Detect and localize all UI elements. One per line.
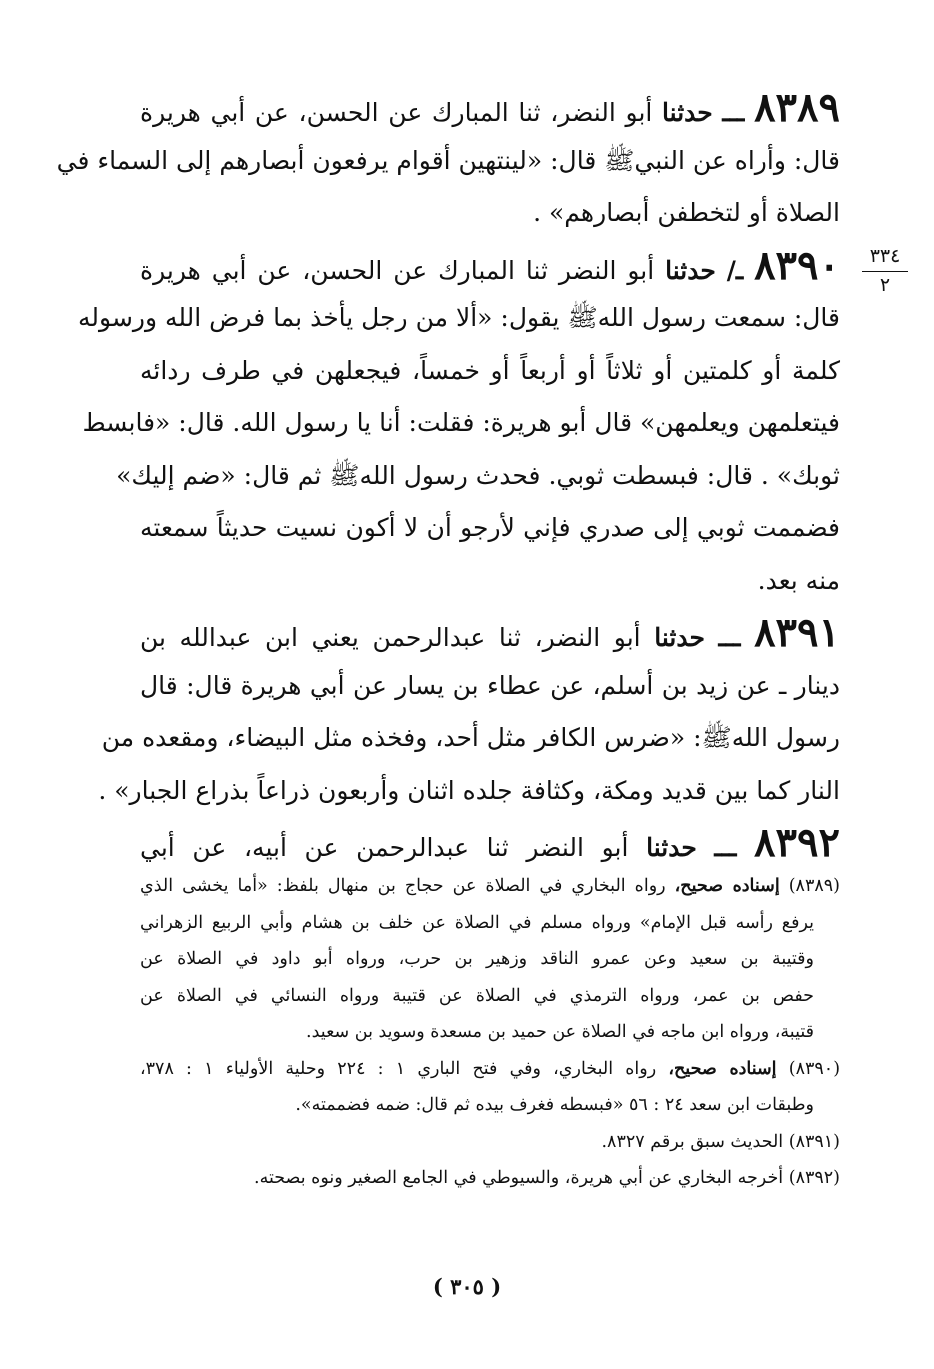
hadith-number: ٨٣٩٢: [754, 819, 840, 866]
hadith-8390-line-2: قال: سمعت رسول اللهﷺ يقول: «ألا من رجل يأخذ بما فرض الله ورسوله: [78, 303, 840, 332]
footnote-8389-line-4: حفص بن عمر، ورواه الترمذي في الصلاة عن قتيبة ورواه النسائي في الصلاة عن: [140, 985, 814, 1006]
footnote-8389-line-3: وقتيبة بن سعيد وعن عمرو الناقد وزهير بن حرب، ورواه أبو داود في الصلاة عن: [140, 949, 814, 969]
hadith-number: ٨٣٩٠: [754, 241, 840, 289]
hadith-8389-line-1: ٨٣٨٩ ـــ حدثنا أبو النضر، ثنا المبارك عن الحسن، عن أبي هريرة: [140, 84, 840, 131]
hadith-8390-line-3: كلمة أو كلمتين أو ثلاثاً أو أربعاً أو خمساً، فيجعلهن في طرف ردائه: [140, 355, 840, 385]
hadith-8392-line-1: ٨٣٩٢ ـــ حدثنا أبو النضر ثنا عبدالرحمن عن أبيه، عن أبي: [140, 819, 840, 866]
footnote-8392: (٨٣٩٢) أخرجه البخاري عن أبي هريرة، والسيوطي في الجامع الصغير ونوه بصحته.: [254, 1168, 840, 1188]
hadith-8389-line-3: الصلاة أو لتخطفن أبصارهم» .: [533, 198, 840, 227]
margin-volume-note: [862, 243, 908, 298]
footnote-8391: (٨٣٩١) الحديث سبق برقم ٨٣٢٧.: [601, 1131, 840, 1152]
footnote-8389-line-2: يرفع رأسه قبل الإمام» ورواه مسلم في الصلاة عن خلف بن هشام وأبي الربيع الزهراني: [140, 912, 814, 933]
hadith-number: ٨٣٩١: [754, 609, 840, 656]
margin-note-bottom: ٢: [879, 274, 891, 296]
hadith-8391-line-1: ٨٣٩١ ـــ حدثنا أبو النضر، ثنا عبدالرحمن يعني ابن عبدالله بن: [140, 609, 840, 656]
margin-note-top: ٣٣٤: [862, 243, 908, 272]
page-number: ( ٣٠٥ ): [432, 1274, 502, 1299]
footnote-8390-line-1: (٨٣٩٠) إسناده صحيح، رواه البخاري، وفي فتح الباري ١ : ٢٢٤ وحلية الأولياء ١ : ٣٧٨،: [140, 1058, 841, 1079]
hadith-8391-line-2: دينار ـ عن زيد بن أسلم، عن عطاء بن يسار عن أبي هريرة قال: قال: [140, 670, 840, 700]
hadith-number: ٨٣٨٩: [754, 84, 840, 131]
footnote-8389-line-5: قتيبة، ورواه ابن ماجه في الصلاة عن حميد بن مسعدة وسويد بن سعيد.: [306, 1022, 814, 1042]
hadith-8391-line-4: النار كما بين قديد ومكة، وكثافة جلده اثنان وأربعون ذراعاً بذراع الجبار» .: [98, 775, 840, 805]
hadith-8391-line-3: رسول اللهﷺ: «ضرس الكافر مثل أحد، وفخذه مثل البيضاء، ومقعده من: [101, 723, 840, 752]
footnote-8389-line-1: (٨٣٨٩) إسناده صحيح، رواه البخاري في الصلاة عن حجاج بن منهال بلفظ: «أما يخشى الذي: [140, 876, 840, 896]
hadith-8390-line-6: فضممت ثوبي إلى صدري فإني لأرجو أن لا أكون نسيت حديثاً سمعته: [140, 513, 840, 542]
hadith-8390-line-1: ٨٣٩٠ ـ/ حدثنا أبو النضر ثنا المبارك عن الحسن، عن أبي هريرة: [140, 241, 840, 289]
main-text: [56, 82, 840, 870]
footnotes: [140, 868, 840, 1197]
footnote-8390-line-2: وطبقات ابن سعد ٢٤ : ٥٦ «فبسطه فغرف بيده ثم قال: ضمه فضممته».: [295, 1095, 814, 1115]
hadith-8390-line-5: ثوبك» . قال: فبسطت ثوبي. فحدث رسول اللهﷺ ثم قال: «ضم إليك»: [116, 460, 840, 490]
hadith-8390-line-7: منه بعد.: [757, 565, 840, 595]
hadith-8390-line-4: فيتعلمهن ويعلمهن» قال أبو هريرة: فقلت: أنا يا رسول الله. قال: «فابسط: [82, 408, 840, 437]
hadith-8389-line-2: قال: وأراه عن النبيﷺ قال: «لينتهين أقوام يرفعون أبصارهم إلى السماء في: [56, 145, 840, 175]
